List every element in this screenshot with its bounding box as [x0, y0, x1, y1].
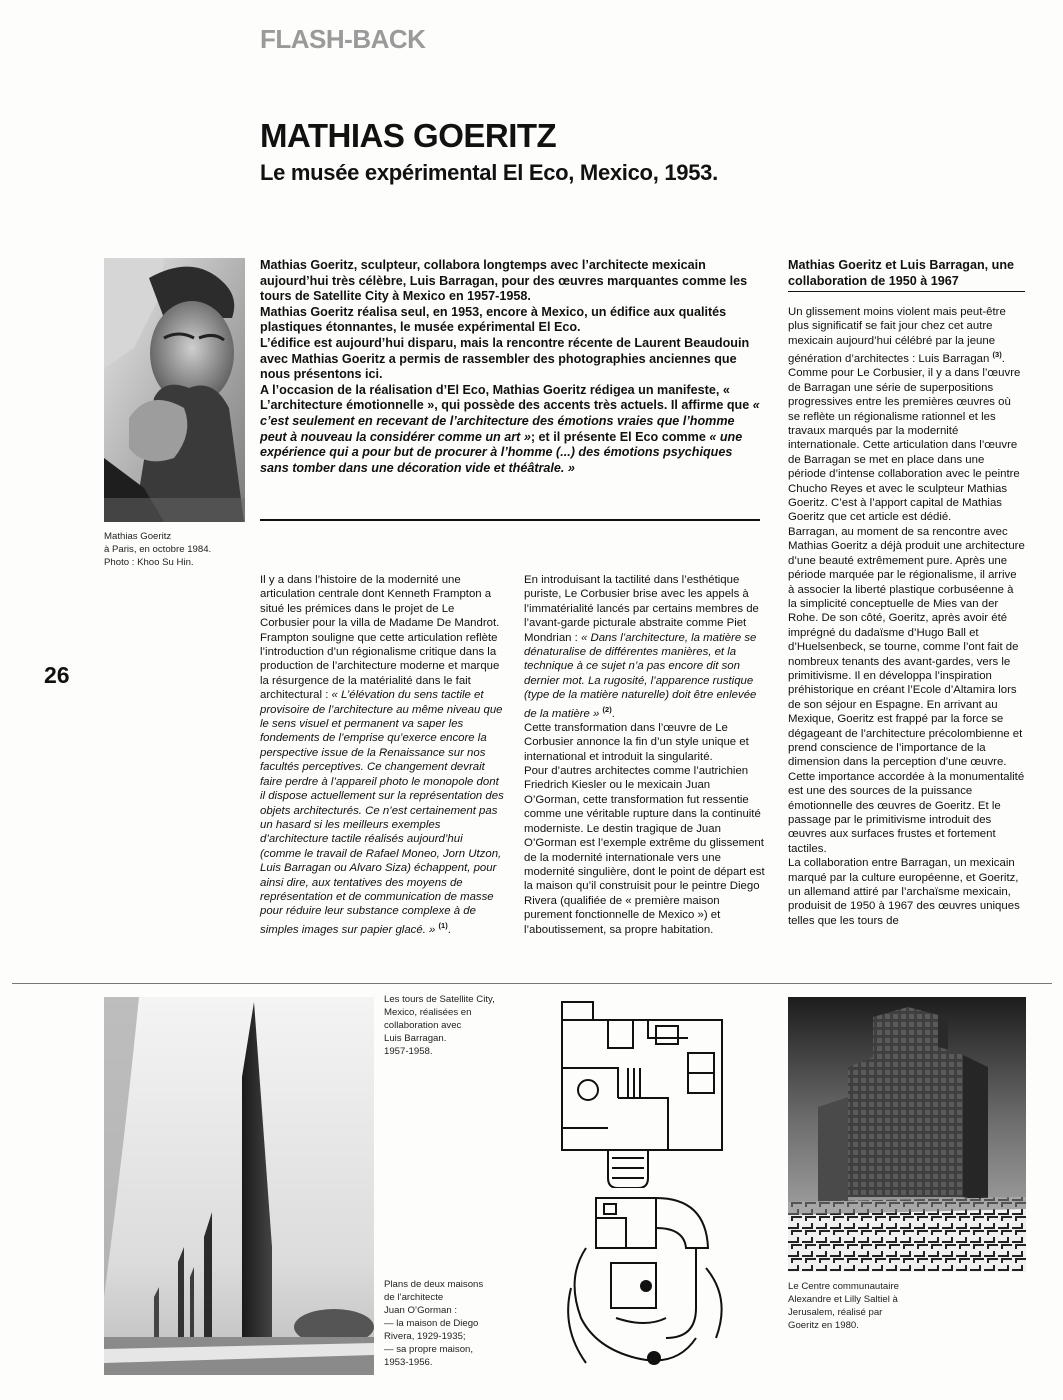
plans-caption	[384, 1278, 483, 1369]
towers-caption	[384, 993, 495, 1058]
body-paragraph: Comme pour Le Corbusier, il y a dans l’œuvre de Barragan une série de superpositions progressives entre les premières œuvres où se reflète un régionalisme rationnel et les travaux marqués par la modernité internationale. Cette articulation dans l’œuvre de Barragan se met en place dans une période d’intense collaboration avec le peintre Chucho Reyes et avec le sculpteur Mathias Goeritz. C’est à l’apport capital de Mathias Goeritz que cet article est dédié.	[788, 367, 1021, 524]
body-text: Il y a dans l’histoire de la modernité une articulation centrale dont Kenneth Frampton a situé les prémices dans le projet de Le Corbusier pour la villa de Madame De Mandrot. Frampton souligne que cette articulation reflète l’introduction d’un régionalisme critique dans la production de l’architecture moderne et marque la résurgence de la matérialité dans le fait architectural :	[260, 574, 500, 702]
caption-line: à Paris, en octobre 1984.	[104, 544, 212, 555]
body-column-3	[788, 305, 1025, 928]
intro-quote: « c’est seulement en recevant de l’architecture des émotions vraies que l’homme peut à nouveau la considérer comme un art »	[260, 398, 760, 444]
caption-line: Luis Barragan.	[384, 1033, 447, 1044]
caption-line: Mathias Goeritz	[104, 531, 172, 542]
footnote-ref: (1)	[438, 920, 448, 930]
article-subtitle: Le musée expérimental El Eco, Mexico, 1953.	[260, 160, 718, 185]
sidebar-heading: Mathias Goeritz et Luis Barragan, une collaboration de 1950 à 1967	[788, 258, 1015, 288]
body-paragraph: Pour d’autres architectes comme l’autrichien Friedrich Kiesler ou le mexicain Juan O’Gorman, cette transformation fut ressentie comme une véritable rupture dans la continuité moderniste. Le destin tragique de Juan O’Gorman est l’exemple extrême du glissement de la modernité internationale vers une modernité singulière, dont le point de départ est la maison qu’il construisit pour le peintre Diego Rivera (qualifiée de « première maison purement fonctionnelle de Mexico ») et l’aboutissement, sa propre habitation.	[524, 765, 765, 936]
caption-line: Les tours de Satellite City,	[384, 994, 495, 1005]
intro-paragraph: Mathias Goeritz réalisa seul, en 1953, encore à Mexico, un édifice aux qualités plastiques étonnantes, le musée expérimental El Eco.	[260, 304, 727, 335]
footnote-ref: (2)	[602, 704, 612, 714]
footnote-ref: (3)	[992, 350, 1002, 360]
floor-plan-ogorman-house	[556, 1188, 736, 1378]
community-centre-photo	[788, 997, 1026, 1272]
intro-divider	[260, 519, 760, 521]
centre-caption	[788, 1280, 899, 1332]
intro-paragraph	[260, 383, 760, 477]
caption-line: 1953-1956.	[384, 1357, 433, 1368]
caption-line: Goeritz en 1980.	[788, 1320, 859, 1331]
article-title: MATHIAS GOERITZ	[260, 117, 557, 154]
caption-line: collaboration avec	[384, 1020, 462, 1031]
intro-text-run: ; et il présente El Eco comme	[530, 429, 710, 444]
caption-line: de l’architecte	[384, 1292, 444, 1303]
caption-line: — la maison de Diego	[384, 1318, 479, 1329]
body-paragraph: Un glissement moins violent mais peut-être plus significatif se fait jour chez cet autre mexicain aujourd’hui célébré par la jeune génération d’architectes : Luis Barragan $^{(3)}$.	[788, 306, 1006, 366]
body-column-1	[260, 573, 505, 937]
portrait-caption	[104, 530, 211, 569]
intro-paragraph: L’édifice est aujourd’hui disparu, mais la rencontre récente de Laurent Beaudouin avec Mathias Goeritz a permis de rassembler des photographies anciennes que nous présentons ici.	[260, 335, 750, 382]
caption-line: Le Centre communautaire	[788, 1281, 899, 1292]
body-quote: « Dans l’architecture, la matière se dénaturalise de différentes manières, et la technique à ce sujet n’a pas encore dit son dernier mot. La rugosité, l’apparence rustique (type de la matière naturelle) doit être enlevée de la matière »	[524, 631, 757, 720]
sidebar-heading-divider	[788, 291, 1025, 292]
intro-quote: « une expérience qui a pour but de procurer à l’homme (...) des émotions psychiques sans tomber dans une décoration vide et théâtrale. »	[260, 429, 743, 475]
body-paragraph: Il y a dans l’histoire de la modernité une articulation centrale dont Kenneth Frampton a situé les prémices dans le projet de Le Corbusier pour la villa de Madame De Mandrot. Frampton souligne que cette articulation reflète l’introduction d’un régionalisme critique dans la production de l’architecture moderne et marque la résurgence de la matérialité dans le fait architectural : « L’élévation du sens tactile et provisoire de l’architecture au même niveau que le sens visuel et permanent va saper les fondements de l’emprise qu’exerce encore la perspective issue de la Renaissance sur nos facultés perceptives. Ce changement devrait faire perdre à l’appareil photo le monopole dont il dispose actuellement sur la représentation des objets architecturés. Ce n’est certainement pas un hasard si les meilleurs exemples d’architecture tactile réalisés aujourd’hui (comme le travail de Rafael Moneo, Jorn Utzon, Luis Barragan ou Alvaro Siza) échappent, pour ainsi dire, aux tentatives des moyens de représentation et de communication de masse pour réduire leur substance complexe à de simples images sur papier glacé. » $^{(1)}$.	[260, 574, 504, 936]
intro-text-run: A l’occasion de la réalisation d’El Eco, Mathias Goeritz rédigea un manifeste, « L’architecture émotionnelle », qui possède des accents très actuels. Il affirme que	[260, 382, 753, 413]
caption-line: Mexico, réalisées en	[384, 1007, 472, 1018]
caption-line: Photo : Khoo Su Hin.	[104, 557, 194, 568]
body-paragraph: Cette transformation dans l’œuvre de Le Corbusier annonce la fin d’un style unique et international et introduit la singularité.	[524, 721, 749, 763]
caption-line: Jerusalem, réalisé par	[788, 1307, 883, 1318]
body-text: Un glissement moins violent mais peut-être plus significatif se fait jour chez cet autre mexicain aujourd’hui célébré par la jeune génération d’architectes : Luis Barragan	[788, 306, 1006, 366]
intro-paragraph: Mathias Goeritz, sculpteur, collabora longtemps avec l’architecte mexicain aujourd’hui très célèbre, Luis Barragan, pour des œuvres marquantes comme les tours de Satellite City à Mexico en 1957-1958.	[260, 258, 748, 304]
body-quote: « L’élévation du sens tactile et provisoire de l’architecture au même niveau que le sens visuel et permanent va saper les fondements de l’emprise qu’exerce encore la perspective issue de la Renaissance sur nos facultés perceptives. Ce changement devrait faire perdre à l’appareil photo le monopole dont il dispose actuellement sur la représentation des objets architecturés. Ce n’est certainement pas un hasard si les meilleurs exemples d’architecture tactile réalisés aujourd’hui (comme le travail de Rafael Moneo, Jorn Utzon, Luis Barragan ou Alvaro Siza) échappent, pour ainsi dire, aux tentatives des moyens de représentation et de communication de masse pour réduire leur substance complexe à de simples images sur papier glacé. »	[260, 689, 504, 936]
caption-line: 1957-1958.	[384, 1046, 433, 1057]
caption-line: Alexandre et Lilly Saltiel à	[788, 1294, 898, 1305]
body-paragraph: La collaboration entre Barragan, un mexicain marqué par la culture européenne, et Goeritz, un allemand attiré par l’archaïsme mexicain, produisit de 1950 à 1967 des œuvres uniques telles que les tours de	[788, 857, 1020, 927]
section-divider	[12, 983, 1052, 984]
page-number: 26	[44, 662, 70, 688]
towers-photo	[104, 997, 374, 1375]
body-paragraph: En introduisant la tactilité dans l’esthétique puriste, Le Corbusier brise avec les appels à l’immatérialité lancés par certains membres de l’avant-garde picturale abstraite comme Piet Mondrian : « Dans l’architecture, la matière se dénaturalise de différentes manières, et la technique à ce sujet n’a pas encore dit son dernier mot. La rugosité, l’apparence rustique (type de la matière naturelle) doit être enlevée de la matière » $^{(2)}$.	[524, 574, 759, 720]
caption-line: Juan O’Gorman :	[384, 1305, 458, 1316]
body-paragraph: Barragan, au moment de sa rencontre avec Mathias Goeritz a déjà produit une architecture d’une beauté extrêmement pure. Après une période marquée par le régionalisme, il arrive à associer la liberté plastique corbuséenne à la simplicité conceptuelle de Mies van der Rohe. De son côté, Goeritz, après avoir été imprégné du dadaïsme d’Hugo Ball et d’Huelsenbeck, se tourne, comme l’ont fait de nombreux tenants des avant-gardes, vers le primitivisme. Il en développa l’inspiration préhistorique en créant l’Ecole d’Altamira lors de son séjour en Espagne. En arrivant au Mexique, Goeritz est frappé par la force se dégageant de l’architecture précolombienne et prend conscience de l’importance de la dimension dans la perception d’une œuvre. Cette importance accordée à la monumentalité est une des sources de la puissance émotionnelle des œuvres de Goeritz. Et le passage par le primitivisme introduit des œuvres aux surfaces frustes et fortement tactiles.	[788, 525, 1025, 855]
portrait-photo	[104, 258, 245, 522]
intro-text	[260, 258, 760, 476]
floor-plan-diego-rivera	[548, 998, 748, 1188]
caption-line: Plans de deux maisons	[384, 1279, 484, 1290]
body-column-2	[524, 573, 768, 937]
section-label: FLASH-BACK	[260, 24, 426, 54]
caption-line: Rivera, 1929-1935;	[384, 1331, 466, 1342]
caption-line: — sa propre maison,	[384, 1344, 474, 1355]
body-text: En introduisant la tactilité dans l’esthétique puriste, Le Corbusier brise avec les appels à l’immatérialité lancés par certains membres de l’avant-garde picturale abstraite comme Piet Mondrian :	[524, 574, 759, 644]
